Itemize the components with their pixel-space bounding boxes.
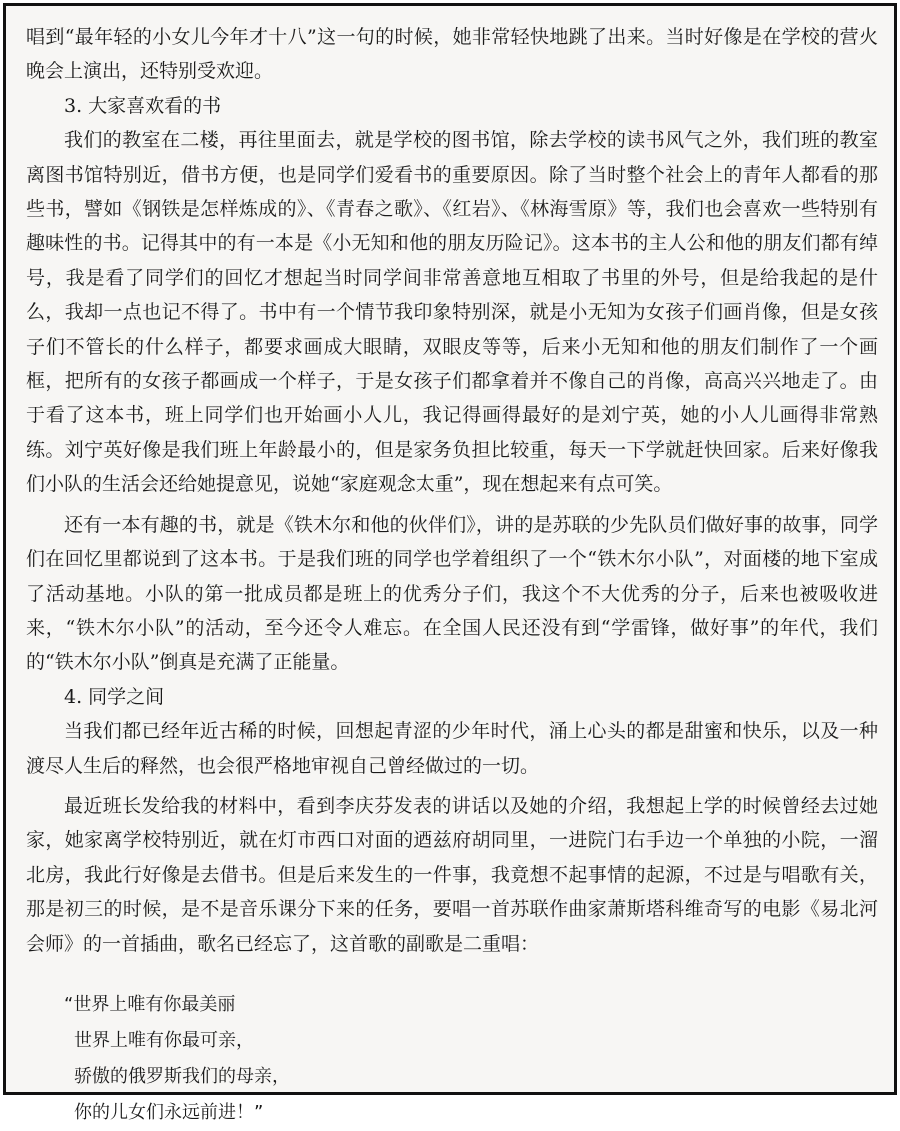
section-heading-books: 3. 大家喜欢看的书 — [64, 94, 222, 117]
paragraph-continued: 唱到“最年轻的小女儿今年才十八”这一句的时候，她非常轻快地跳了出来。当时好像是在学校的营火晚会上演出，还特别受欢迎。 — [26, 26, 878, 83]
page-frame — [3, 3, 897, 1123]
paragraph-reflection: 当我们都已经年近古稀的时候，回想起青涩的少年时代，涌上心头的都是甜蜜和快乐，以及一种渡尽人生后的释然，也会很严格地审视自己曾经做过的一切。 — [26, 720, 878, 777]
lyric-line: 世界上唯有你最可亲， — [74, 1029, 254, 1051]
lyric-line: 骄傲的俄罗斯我们的母亲， — [74, 1065, 290, 1087]
text-body — [26, 20, 878, 1131]
paragraph-library: 我们的教室在二楼，再往里面去，就是学校的图书馆，除去学校的读书风气之外，我们班的教室离图书馆特别近，借书方便，也是同学们爱看书的重要原因。除了当时整个社会上的青年人都看的那些书，譬如《钢铁是怎样炼成的》、《青春之歌》、《红岩》、《林海雪原》等，我们也会喜欢一些特别有趣味性的书。记得其中的有一本是《小无知和他的朋友历险记》。这本书的主人公和他的朋友们都有绰号，我是看了同学们的回忆才想起当时同学间非常善意地互相取了书里的外号，但是给我起的是什么，我却一点也记不得了。书中有一个情节我印象特别深，就是小无知为女孩子们画肖像，但是女孩子们不管长的什么样子，都要求画成大眼睛，双眼皮等等，后来小无知和他的朋友们制作了一个画框，把所有的女孩子都画成一个样子，于是女孩子们都拿着并不像自己的肖像，高高兴兴地走了。由于看了这本书，班上同学们也开始画小人儿，我记得画得最好的是刘宁英，她的小人儿画得非常熟练。刘宁英好像是我们班上年龄最小的，但是家务负担比较重，每天一下学就赶快回家。后来好像我们小队的生活会还给她提意见，说她“家庭观念太重”，现在想起来有点可笑。 — [26, 129, 878, 496]
paragraph-song: 最近班长发给我的材料中，看到李庆芬发表的讲话以及她的介绍，我想起上学的时候曾经去过她家，她家离学校特别近，就在灯市西口对面的迺兹府胡同里，一进院门右手边一个单独的小院，一溜北房，我此行好像是去借书。但是后来发生的一件事，我竟想不起事情的起源，不过是与唱歌有关，那是初三的时候，是不是音乐课分下来的任务，要唱一首苏联作曲家萧斯塔科维奇写的电影《易北河会师》的一首插曲，歌名已经忘了，这首歌的副歌是二重唱： — [26, 794, 878, 955]
song-lyrics — [26, 987, 878, 1131]
paragraph-timur: 还有一本有趣的书，就是《铁木尔和他的伙伴们》，讲的是苏联的少先队员们做好事的故事，同学们在回忆里都说到了这本书。于是我们班的同学也学着组织了一个“铁木尔小队”，对面楼的地下室成了活动基地。小队的第一批成员都是班上的优秀分子们，我这个不大优秀的分子，后来也被吸收进来，“铁木尔小队”的活动，至今还令人难忘。在全国人民还没有到“学雷锋，做好事”的年代，我们的“铁木尔小队”倒真是充满了正能量。 — [26, 513, 878, 674]
section-heading-classmates: 4. 同学之间 — [64, 685, 165, 708]
lyric-line: “世界上唯有你最美丽 — [64, 993, 236, 1015]
lyric-line: 你的儿女们永远前进！” — [74, 1101, 264, 1123]
